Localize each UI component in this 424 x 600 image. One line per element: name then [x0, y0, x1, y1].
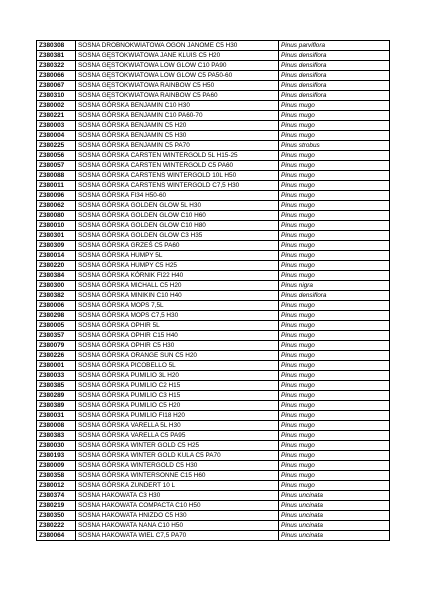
species-name-cell: Pinus strobus: [279, 141, 390, 151]
table-row: [37, 141, 390, 151]
product-code-cell: Z380289: [37, 391, 76, 401]
product-code-cell: Z380057: [37, 161, 76, 171]
product-name-cell: SOSNA GÓRSKA MOPS C7,5 H30: [76, 311, 279, 321]
product-code-cell: Z380030: [37, 441, 76, 451]
table-row: [37, 221, 390, 231]
species-name-cell: Pinus mugo: [279, 101, 390, 111]
product-table-body: [37, 41, 390, 541]
product-code-cell: Z380096: [37, 191, 76, 201]
table-row: [37, 431, 390, 441]
table-row: [37, 491, 390, 501]
species-name-cell: Pinus densiflora: [279, 91, 390, 101]
product-name-cell: SOSNA HAKOWATA WIEL C7,5 PA70: [76, 531, 279, 541]
product-name-cell: SOSNA GÓRSKA CARSTENS WINTERGOLD C7,5 H30: [76, 181, 279, 191]
product-code-cell: Z380033: [37, 371, 76, 381]
species-name-cell: Pinus mugo: [279, 131, 390, 141]
product-name-cell: SOSNA GÓRSKA PUMILIO C5 H20: [76, 401, 279, 411]
species-name-cell: Pinus mugo: [279, 151, 390, 161]
product-name-cell: SOSNA GÓRSKA KÓRNIK FI22 H40: [76, 271, 279, 281]
species-name-cell: Pinus mugo: [279, 441, 390, 451]
table-row: [37, 311, 390, 321]
product-code-cell: Z380350: [37, 511, 76, 521]
product-code-cell: Z380088: [37, 171, 76, 181]
table-row: [37, 521, 390, 531]
product-code-cell: Z380080: [37, 211, 76, 221]
product-name-cell: SOSNA GÓRSKA MINIKIN C10 H40: [76, 291, 279, 301]
table-row: [37, 161, 390, 171]
table-row: [37, 71, 390, 81]
product-code-cell: Z380382: [37, 291, 76, 301]
table-row: [37, 321, 390, 331]
species-name-cell: Pinus uncinata: [279, 521, 390, 531]
product-name-cell: SOSNA GÓRSKA BENJAMIN C5 PA70: [76, 141, 279, 151]
table-row: [37, 401, 390, 411]
species-name-cell: Pinus mugo: [279, 221, 390, 231]
species-name-cell: Pinus mugo: [279, 181, 390, 191]
table-row: [37, 211, 390, 221]
species-name-cell: Pinus uncinata: [279, 501, 390, 511]
species-name-cell: Pinus uncinata: [279, 491, 390, 501]
product-name-cell: SOSNA GĘSTOKWIATOWA JANE KLUIS C5 H20: [76, 51, 279, 61]
species-name-cell: Pinus mugo: [279, 311, 390, 321]
product-code-cell: Z380067: [37, 81, 76, 91]
product-name-cell: SOSNA GÓRSKA FI34 H50-60: [76, 191, 279, 201]
product-name-cell: SOSNA GÓRSKA CARSTENS WINTERGOLD 10L H50: [76, 171, 279, 181]
table-row: [37, 91, 390, 101]
product-name-cell: SOSNA GÓRSKA OPHIR C15 H40: [76, 331, 279, 341]
product-code-cell: Z380383: [37, 431, 76, 441]
table-row: [37, 61, 390, 71]
species-name-cell: Pinus mugo: [279, 461, 390, 471]
species-name-cell: Pinus mugo: [279, 351, 390, 361]
product-code-cell: Z380226: [37, 351, 76, 361]
product-name-cell: SOSNA HAKOWATA NANA C10 H50: [76, 521, 279, 531]
species-name-cell: Pinus mugo: [279, 171, 390, 181]
product-name-cell: SOSNA HAKOWATA C3 H30: [76, 491, 279, 501]
product-name-cell: SOSNA GĘSTOKWIATOWA LOW GLOW C5 PA50-60: [76, 71, 279, 81]
product-name-cell: SOSNA GÓRSKA PUMILIO 3L H20: [76, 371, 279, 381]
product-name-cell: SOSNA HAKOWATA HNIZDO C5 H30: [76, 511, 279, 521]
species-name-cell: Pinus mugo: [279, 241, 390, 251]
table-row: [37, 231, 390, 241]
species-name-cell: Pinus mugo: [279, 201, 390, 211]
species-name-cell: Pinus mugo: [279, 301, 390, 311]
product-code-cell: Z380385: [37, 381, 76, 391]
product-code-cell: Z380298: [37, 311, 76, 321]
product-code-cell: Z380002: [37, 101, 76, 111]
product-code-cell: Z380062: [37, 201, 76, 211]
table-row: [37, 461, 390, 471]
species-name-cell: Pinus densiflora: [279, 71, 390, 81]
product-name-cell: SOSNA GÓRSKA OPHIR C5 H30: [76, 341, 279, 351]
species-name-cell: Pinus mugo: [279, 231, 390, 241]
species-name-cell: Pinus mugo: [279, 371, 390, 381]
table-row: [37, 81, 390, 91]
table-row: [37, 441, 390, 451]
species-name-cell: Pinus mugo: [279, 321, 390, 331]
species-name-cell: Pinus mugo: [279, 451, 390, 461]
table-row: [37, 331, 390, 341]
product-name-cell: SOSNA GÓRSKA WINTERGOLD C5 H30: [76, 461, 279, 471]
product-code-cell: Z380300: [37, 281, 76, 291]
species-name-cell: Pinus densiflora: [279, 61, 390, 71]
product-name-cell: SOSNA GÓRSKA GRZEŚ C5 PA60: [76, 241, 279, 251]
table-row: [37, 101, 390, 111]
product-name-cell: SOSNA GĘSTOKWIATOWA RAINBOW C5 PA60: [76, 91, 279, 101]
product-name-cell: SOSNA GÓRSKA CARSTEN WINTERGOLD C5 PA60: [76, 161, 279, 171]
product-code-cell: Z380381: [37, 51, 76, 61]
product-code-cell: Z380309: [37, 241, 76, 251]
species-name-cell: Pinus mugo: [279, 161, 390, 171]
table-row: [37, 121, 390, 131]
product-name-cell: SOSNA HAKOWATA COMPACTA C10 H50: [76, 501, 279, 511]
table-row: [37, 501, 390, 511]
table-row: [37, 411, 390, 421]
product-code-cell: Z380301: [37, 231, 76, 241]
product-name-cell: SOSNA GÓRSKA BENJAMIN C5 H30: [76, 131, 279, 141]
product-code-cell: Z380222: [37, 521, 76, 531]
species-name-cell: Pinus mugo: [279, 361, 390, 371]
product-code-cell: Z380008: [37, 421, 76, 431]
product-code-cell: Z380079: [37, 341, 76, 351]
species-name-cell: Pinus mugo: [279, 271, 390, 281]
product-code-cell: Z380193: [37, 451, 76, 461]
table-row: [37, 301, 390, 311]
table-row: [37, 391, 390, 401]
product-code-cell: Z380219: [37, 501, 76, 511]
product-name-cell: SOSNA GÓRSKA HUMPY 5L: [76, 251, 279, 261]
species-name-cell: Pinus mugo: [279, 421, 390, 431]
product-name-cell: SOSNA GÓRSKA CARSTEN WINTERGOLD 5L H15-25: [76, 151, 279, 161]
product-name-cell: SOSNA GÓRSKA BENJAMIN C5 H20: [76, 121, 279, 131]
product-code-cell: Z380009: [37, 461, 76, 471]
table-row: [37, 191, 390, 201]
product-name-cell: SOSNA GĘSTOKWIATOWA LOW GLOW C10 PA90: [76, 61, 279, 71]
species-name-cell: Pinus uncinata: [279, 511, 390, 521]
product-name-cell: SOSNA GÓRSKA GOLDEN GLOW 5L H30: [76, 201, 279, 211]
species-name-cell: Pinus mugo: [279, 471, 390, 481]
species-name-cell: Pinus mugo: [279, 331, 390, 341]
table-row: [37, 511, 390, 521]
table-row: [37, 151, 390, 161]
product-code-cell: Z380220: [37, 261, 76, 271]
species-name-cell: Pinus mugo: [279, 391, 390, 401]
table-row: [37, 291, 390, 301]
table-row: [37, 341, 390, 351]
product-name-cell: SOSNA GÓRSKA PUMILIO C2 H15: [76, 381, 279, 391]
product-code-cell: Z380374: [37, 491, 76, 501]
product-name-cell: SOSNA GĘSTOKWIATOWA RAINBOW C5 H50: [76, 81, 279, 91]
species-name-cell: Pinus mugo: [279, 251, 390, 261]
table-row: [37, 51, 390, 61]
species-name-cell: Pinus mugo: [279, 381, 390, 391]
product-code-cell: Z380012: [37, 481, 76, 491]
product-code-cell: Z380001: [37, 361, 76, 371]
product-code-cell: Z380011: [37, 181, 76, 191]
product-code-cell: Z380006: [37, 301, 76, 311]
product-code-cell: Z380308: [37, 41, 76, 51]
product-code-cell: Z380066: [37, 71, 76, 81]
table-row: [37, 421, 390, 431]
species-name-cell: Pinus densiflora: [279, 51, 390, 61]
table-row: [37, 181, 390, 191]
product-name-cell: SOSNA GÓRSKA PUMILIO FI18 H20: [76, 411, 279, 421]
table-row: [37, 481, 390, 491]
product-code-cell: Z380056: [37, 151, 76, 161]
product-code-cell: Z380310: [37, 91, 76, 101]
catalog-page: [36, 40, 389, 541]
species-name-cell: Pinus densiflora: [279, 291, 390, 301]
product-table: [36, 40, 390, 541]
product-code-cell: Z380225: [37, 141, 76, 151]
product-name-cell: SOSNA GÓRSKA WINTER GOLD C5 H25: [76, 441, 279, 451]
product-name-cell: SOSNA GÓRSKA GOLDEN GLOW C10 H60: [76, 211, 279, 221]
table-row: [37, 251, 390, 261]
species-name-cell: Pinus mugo: [279, 341, 390, 351]
table-row: [37, 381, 390, 391]
species-name-cell: Pinus mugo: [279, 111, 390, 121]
table-row: [37, 241, 390, 251]
table-row: [37, 361, 390, 371]
product-name-cell: SOSNA GÓRSKA WINTER GOLD KULA C5 PA70: [76, 451, 279, 461]
product-code-cell: Z380389: [37, 401, 76, 411]
table-row: [37, 351, 390, 361]
species-name-cell: Pinus mugo: [279, 191, 390, 201]
table-row: [37, 171, 390, 181]
product-code-cell: Z380221: [37, 111, 76, 121]
product-name-cell: SOSNA GÓRSKA GOLDEN GLOW C3 H35: [76, 231, 279, 241]
species-name-cell: Pinus mugo: [279, 261, 390, 271]
species-name-cell: Pinus mugo: [279, 411, 390, 421]
table-row: [37, 261, 390, 271]
product-name-cell: SOSNA GÓRSKA ZUNDERT 10 L: [76, 481, 279, 491]
table-row: [37, 271, 390, 281]
product-name-cell: SOSNA GÓRSKA MOPS 7,5L: [76, 301, 279, 311]
product-name-cell: SOSNA GÓRSKA PUMILIO C3 H15: [76, 391, 279, 401]
product-name-cell: SOSNA GÓRSKA VARELLA C5 PA95: [76, 431, 279, 441]
table-row: [37, 111, 390, 121]
product-code-cell: Z380031: [37, 411, 76, 421]
product-code-cell: Z380014: [37, 251, 76, 261]
product-name-cell: SOSNA GÓRSKA ORANGE SUN C5 H20: [76, 351, 279, 361]
species-name-cell: Pinus mugo: [279, 481, 390, 491]
product-name-cell: SOSNA GÓRSKA BENJAMIN C10 H30: [76, 101, 279, 111]
product-code-cell: Z380005: [37, 321, 76, 331]
product-name-cell: SOSNA GÓRSKA BENJAMIN C10 PA60-70: [76, 111, 279, 121]
table-row: [37, 451, 390, 461]
table-row: [37, 531, 390, 541]
table-row: [37, 281, 390, 291]
product-name-cell: SOSNA GÓRSKA WINTERSONNE C15 H60: [76, 471, 279, 481]
table-row: [37, 371, 390, 381]
species-name-cell: Pinus uncinata: [279, 531, 390, 541]
table-row: [37, 471, 390, 481]
table-row: [37, 41, 390, 51]
product-code-cell: Z380004: [37, 131, 76, 141]
product-code-cell: Z380357: [37, 331, 76, 341]
species-name-cell: Pinus mugo: [279, 401, 390, 411]
species-name-cell: Pinus mugo: [279, 431, 390, 441]
product-name-cell: SOSNA GÓRSKA VARELLA 5L H30: [76, 421, 279, 431]
species-name-cell: Pinus mugo: [279, 121, 390, 131]
product-name-cell: SOSNA GÓRSKA OPHIR 5L: [76, 321, 279, 331]
product-name-cell: SOSNA GÓRSKA PICOBELLO 5L: [76, 361, 279, 371]
product-name-cell: SOSNA DROBNOKWIATOWA OGON JANOME C5 H30: [76, 41, 279, 51]
product-name-cell: SOSNA GÓRSKA HUMPY C5 H25: [76, 261, 279, 271]
species-name-cell: Pinus densiflora: [279, 81, 390, 91]
product-name-cell: SOSNA GÓRSKA GOLDEN GLOW C10 H80: [76, 221, 279, 231]
product-code-cell: Z380322: [37, 61, 76, 71]
product-code-cell: Z380010: [37, 221, 76, 231]
product-code-cell: Z380358: [37, 471, 76, 481]
species-name-cell: Pinus nigra: [279, 281, 390, 291]
product-code-cell: Z380003: [37, 121, 76, 131]
species-name-cell: Pinus mugo: [279, 211, 390, 221]
table-row: [37, 201, 390, 211]
species-name-cell: Pinus parviflora: [279, 41, 390, 51]
product-code-cell: Z380064: [37, 531, 76, 541]
product-name-cell: SOSNA GÓRSKA MICHALL C5 H20: [76, 281, 279, 291]
table-row: [37, 131, 390, 141]
product-code-cell: Z380384: [37, 271, 76, 281]
